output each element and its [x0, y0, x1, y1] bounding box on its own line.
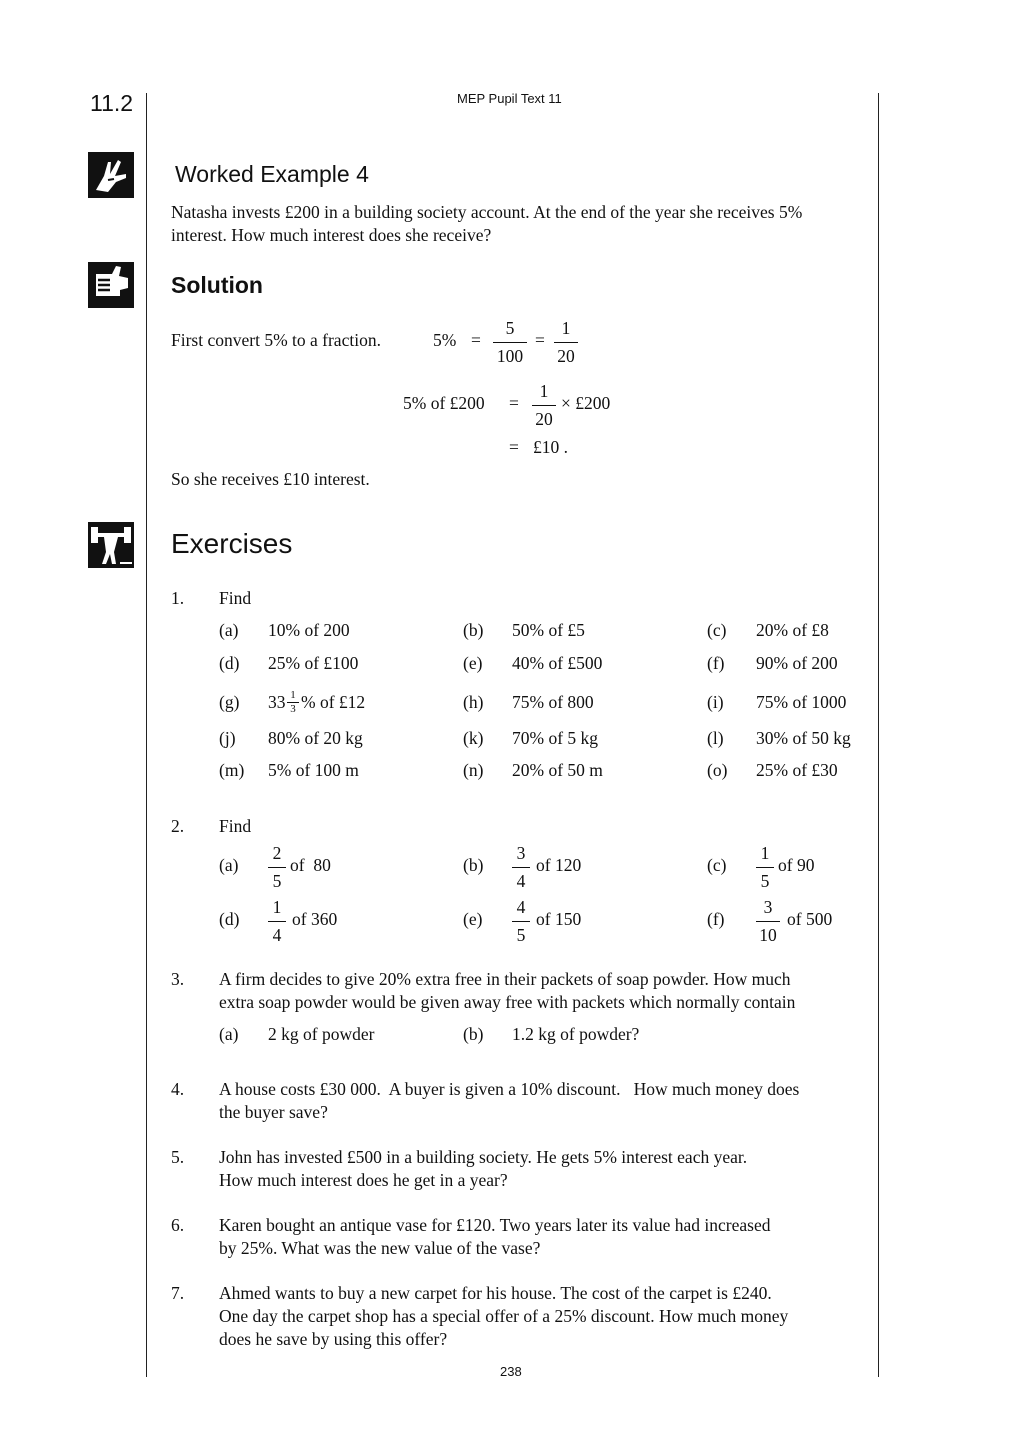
part-text-rest: % of £12	[301, 692, 366, 712]
fraction	[756, 845, 774, 890]
fraction	[512, 899, 530, 944]
question-number: 7.	[171, 1283, 185, 1303]
part-text: 70% of 5 kg	[512, 728, 599, 748]
fraction-denominator: 5	[760, 870, 770, 891]
part-text: 2 kg of powder	[268, 1024, 375, 1044]
part-label: (e)	[463, 909, 483, 929]
question-number: 5.	[171, 1147, 185, 1167]
question-text-line2: How much interest does he get in a year?	[219, 1170, 508, 1190]
fraction-denominator: 3	[290, 703, 296, 715]
fraction-denominator: 5	[272, 870, 282, 891]
question-number: 2.	[171, 816, 185, 836]
fraction	[268, 845, 286, 890]
part-label: (h)	[463, 692, 484, 712]
part-text: 75% of 1000	[756, 692, 847, 712]
part-label: (f)	[707, 909, 725, 929]
question-text-line1: Karen bought an antique vase for £120. Two years later its value had increased	[219, 1215, 771, 1235]
part-label: (d)	[219, 653, 240, 673]
fraction-denominator: 20	[557, 345, 575, 366]
fraction	[512, 845, 530, 890]
worked-example-question-line1: Natasha invests £200 in a building society account. At the end of the year she receives 5%	[171, 202, 803, 222]
part-label: (b)	[463, 620, 484, 640]
fraction-5-over-100	[493, 320, 527, 365]
fraction-denominator: 10	[759, 924, 777, 945]
part-text: 1.2 kg of powder?	[512, 1024, 640, 1044]
part-label: (l)	[707, 728, 724, 748]
fraction-numerator: 4	[516, 897, 526, 917]
solution-step2-lhs: 5% of £200	[403, 393, 485, 413]
question-text-line2: by 25%. What was the new value of the vase?	[219, 1238, 541, 1258]
part-text: of 90	[778, 855, 815, 875]
fraction-denominator: 5	[516, 924, 526, 945]
question-number: 1.	[171, 588, 185, 608]
dumbbell-weightlifting-icon	[88, 522, 134, 568]
part-label: (o)	[707, 760, 728, 780]
part-text-whole: 33	[268, 692, 286, 712]
part-label: (m)	[219, 760, 245, 780]
fraction-numerator: 1	[272, 897, 282, 917]
part-label: (a)	[219, 1024, 239, 1044]
part-label: (n)	[463, 760, 484, 780]
question-text-line2: One day the carpet shop has a special offer of a 25% discount. How much money	[219, 1306, 789, 1326]
solution-step2-rhs: × £200	[561, 393, 611, 413]
part-text: 25% of £100	[268, 653, 359, 673]
equals-sign: =	[509, 437, 519, 457]
question-number: 6.	[171, 1215, 185, 1235]
fraction-numerator: 2	[272, 843, 282, 863]
part-text: 10% of 200	[268, 620, 350, 640]
fraction-denominator: 4	[516, 870, 526, 891]
solution-title: Solution	[171, 272, 263, 298]
mixed-fraction-one-third	[287, 690, 299, 715]
question-text-line1: A firm decides to give 20% extra free in their packets of soap powder. How much	[219, 969, 791, 989]
question-text-line2: extra soap powder would be given away free with packets which normally contain	[219, 992, 796, 1012]
question-number: 3.	[171, 969, 185, 989]
fraction-denominator: 100	[496, 345, 524, 366]
fraction	[268, 899, 286, 944]
part-text: 80% of 20 kg	[268, 728, 363, 748]
exercises-title: Exercises	[171, 528, 293, 559]
fraction-numerator: 1	[539, 381, 549, 401]
question-text-line1: John has invested £500 in a building society. He gets 5% interest each year.	[219, 1147, 748, 1167]
question-text-line3: does he save by using this offer?	[219, 1329, 448, 1349]
part-text: 90% of 200	[756, 653, 838, 673]
part-label: (a)	[219, 855, 239, 875]
fraction-numerator: 1	[561, 318, 571, 338]
worked-example-title: Worked Example 4	[175, 161, 369, 187]
fraction-denominator: 20	[535, 408, 553, 429]
part-text: 30% of 50 kg	[756, 728, 851, 748]
part-text: 20% of 50 m	[512, 760, 603, 780]
fraction-numerator: 3	[763, 897, 773, 917]
part-text: of 120	[536, 855, 582, 875]
fraction	[756, 899, 780, 944]
part-text: 5% of 100 m	[268, 760, 359, 780]
part-label: (g)	[219, 692, 240, 712]
part-text: 75% of 800	[512, 692, 594, 712]
equals-sign: =	[535, 330, 545, 350]
part-label: (b)	[463, 1024, 484, 1044]
page-number: 238	[500, 1364, 522, 1379]
fraction-numerator: 1	[760, 843, 770, 863]
question-prompt: Find	[219, 588, 252, 608]
solution-step1-lhs: 5%	[433, 330, 457, 350]
part-text: 50% of £5	[512, 620, 585, 640]
worked-example-question-line2: interest. How much interest does she receive?	[171, 225, 492, 245]
equals-sign: =	[471, 330, 481, 350]
solution-conclusion: So she receives £10 interest.	[171, 469, 370, 489]
part-text: of 80	[290, 855, 331, 875]
fraction-1-over-20	[554, 320, 578, 365]
part-text: 20% of £8	[756, 620, 829, 640]
part-text: of 500	[787, 909, 833, 929]
fraction-1-over-20	[532, 383, 556, 428]
part-label: (a)	[219, 620, 239, 640]
part-text: of 360	[292, 909, 338, 929]
fraction-numerator: 3	[516, 843, 526, 863]
part-label: (e)	[463, 653, 483, 673]
right-margin-rule	[878, 93, 879, 1377]
part-label: (j)	[219, 728, 236, 748]
solution-step1-text: First convert 5% to a fraction.	[171, 330, 381, 350]
part-label: (i)	[707, 692, 724, 712]
fraction-numerator: 1	[290, 689, 296, 701]
part-label: (d)	[219, 909, 240, 929]
fraction-numerator: 5	[505, 318, 515, 338]
thumbs-up-hand-icon	[88, 262, 134, 308]
book-title: MEP Pupil Text 11	[457, 91, 562, 106]
part-text: 25% of £30	[756, 760, 838, 780]
question-text-line1: Ahmed wants to buy a new carpet for his house. The cost of the carpet is £240.	[219, 1283, 772, 1303]
question-text-line2: the buyer save?	[219, 1102, 328, 1122]
equals-sign: =	[509, 393, 519, 413]
question-prompt: Find	[219, 816, 252, 836]
part-label: (f)	[707, 653, 725, 673]
part-text: 40% of £500	[512, 653, 603, 673]
question-text-line1: A house costs £30 000. A buyer is given a 10% discount. How much money does	[219, 1079, 800, 1099]
part-label: (c)	[707, 855, 727, 875]
part-text: of 150	[536, 909, 582, 929]
question-number: 4.	[171, 1079, 185, 1099]
left-margin-rule	[146, 93, 147, 1377]
part-label: (c)	[707, 620, 727, 640]
solution-step3-rhs: £10 .	[533, 437, 568, 457]
section-number: 11.2	[90, 90, 134, 116]
pointing-hand-icon	[88, 152, 134, 198]
part-label: (k)	[463, 728, 484, 748]
part-label: (b)	[463, 855, 484, 875]
fraction-denominator: 4	[272, 924, 282, 945]
